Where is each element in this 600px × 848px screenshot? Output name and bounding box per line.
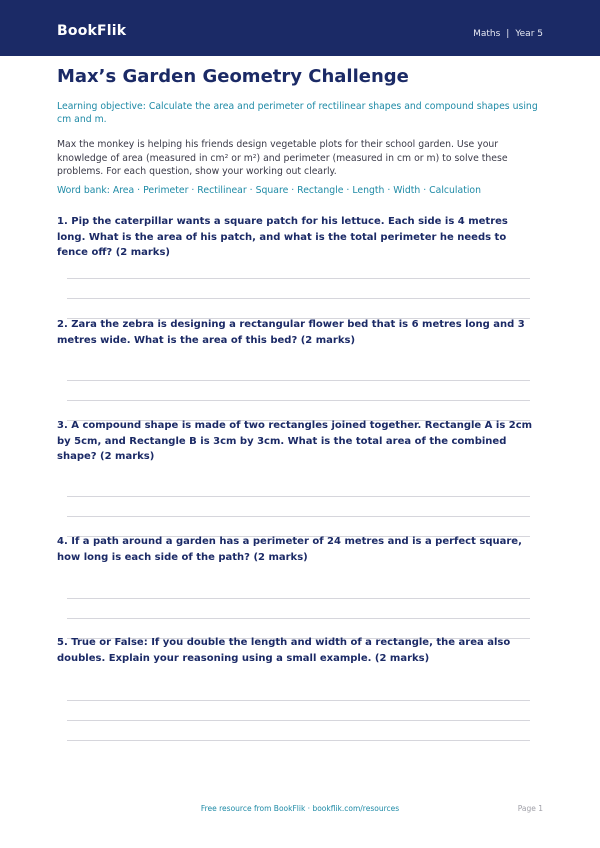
subject-year-label (473, 29, 543, 39)
question-2: 2. Zara the zebra is designing a rectangular flower bed that is 6 metres long and 3 metres wide. What is the area of this bed? (2 marks) (57, 319, 525, 346)
subject-label: Maths (473, 29, 501, 39)
worksheet-title: Max’s Garden Geometry Challenge (57, 66, 409, 87)
answer-line[interactable] (67, 618, 530, 619)
year-label: Year 5 (515, 29, 543, 39)
brand-logo-text[interactable]: BookFlik (57, 23, 127, 39)
intro-paragraph: Max the monkey is helping his friends design vegetable plots for their school garden. Use your knowledge of area (measured in cm² or m²) and perimeter (measured in cm or m) to solve these problems. For each question, show your working out clearly. (57, 139, 508, 177)
page-number: Page 1 (517, 804, 543, 813)
answer-line[interactable] (67, 516, 530, 517)
answer-line[interactable] (67, 496, 530, 497)
answer-line[interactable] (67, 400, 530, 401)
page-header (0, 0, 600, 56)
answer-line[interactable] (67, 700, 530, 701)
question-1: 1. Pip the caterpillar wants a square patch for his lettuce. Each side is 4 metres long. What is the area of his patch, and what is the total perimeter he needs to fence off? (2 marks) (57, 216, 508, 258)
answer-line[interactable] (67, 380, 530, 381)
answer-line[interactable] (67, 278, 530, 279)
question-4: 4. If a path around a garden has a perimeter of 24 metres and is a perfect square, how long is each side of the path? (2 marks) (57, 536, 522, 563)
footer-resource-link[interactable]: Free resource from BookFlik · bookflik.com/resources (200, 804, 400, 813)
meta-separator: | (506, 29, 510, 39)
word-bank: Word bank: Area · Perimeter · Rectilinear · Square · Rectangle · Length · Width · Calculation (57, 185, 482, 196)
answer-line[interactable] (67, 598, 530, 599)
question-5: 5. True or False: If you double the length and width of a rectangle, the area also doubles. Explain your reasoning using a small example. (2 marks) (57, 637, 511, 664)
question-3: 3. A compound shape is made of two rectangles joined together. Rectangle A is 2cm by 5cm, and Rectangle B is 3cm by 3cm. What is the total area of the combined shape? (2 marks) (57, 420, 533, 462)
answer-line[interactable] (67, 298, 530, 299)
answer-line[interactable] (67, 720, 530, 721)
learning-objective: Learning objective: Calculate the area and perimeter of rectilinear shapes and compound shapes using cm and m. (57, 101, 538, 125)
answer-line[interactable] (67, 740, 530, 741)
